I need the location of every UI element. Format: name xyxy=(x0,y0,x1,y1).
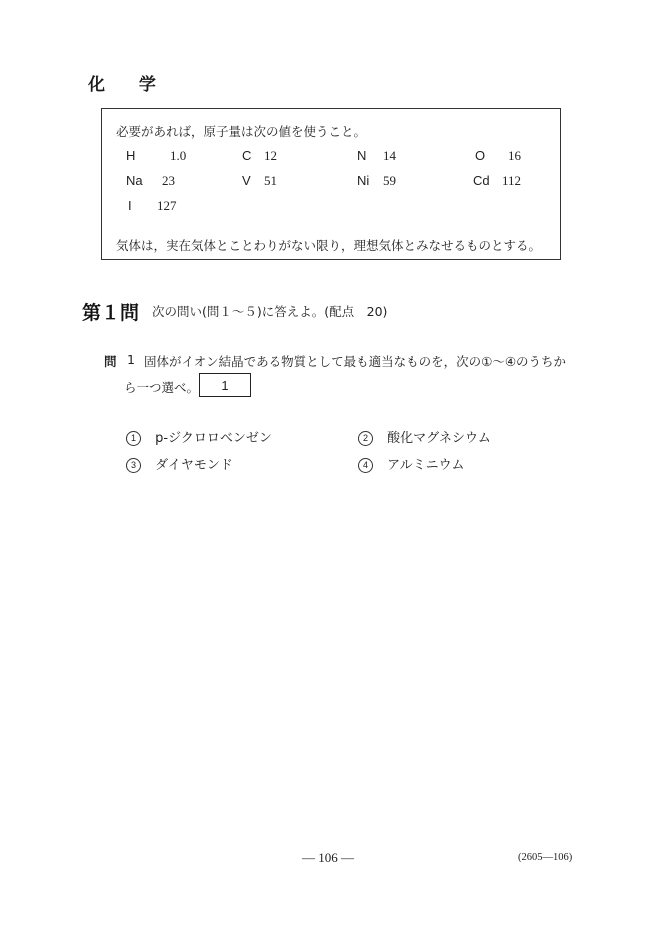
element-symbol: I xyxy=(128,198,132,213)
question-text-line1: 固体がイオン結晶である物質として最も適当なものを，次の①～④のうちか xyxy=(144,354,567,369)
option-text: 酸化マグネシウム xyxy=(387,431,491,446)
question-label: 問 xyxy=(104,354,117,369)
element-symbol: Na xyxy=(126,173,143,188)
element-mass: 59 xyxy=(383,173,396,188)
option-text: ダイヤモンド xyxy=(155,458,233,473)
element-symbol: O xyxy=(475,148,486,163)
element-symbol: Cd xyxy=(473,173,490,188)
option-2[interactable] xyxy=(358,427,491,446)
circled-number-icon: 2 xyxy=(358,431,373,446)
gas-assumption-note: 気体は，実在気体とことわりがない限り，理想気体とみなせるものとする。 xyxy=(116,238,542,253)
page-number: — 106 — xyxy=(302,850,354,865)
page-code: (2605—106) xyxy=(518,852,573,863)
section-description: 次の問い(問１～５)に答えよ。(配点 20) xyxy=(152,304,388,319)
subject-heading: 化 学 xyxy=(88,75,170,95)
element-mass: 51 xyxy=(264,173,277,188)
element-mass: 112 xyxy=(502,173,522,188)
atomic-mass-intro: 必要があれば，原子量は次の値を使うこと。 xyxy=(116,124,367,139)
section-title: 第１問 xyxy=(82,302,140,324)
option-1[interactable] xyxy=(126,427,272,446)
element-symbol: H xyxy=(126,148,136,163)
option-text: アルミニウム xyxy=(387,458,465,473)
element-mass: 16 xyxy=(508,148,521,163)
element-mass: 1.0 xyxy=(170,148,187,163)
element-mass: 12 xyxy=(264,148,277,163)
question-text-line2: ら一つ選べ。 xyxy=(124,380,200,395)
element-mass: 127 xyxy=(157,198,177,213)
question-number: 1 xyxy=(127,352,135,367)
circled-number-icon: 4 xyxy=(358,458,373,473)
answer-box[interactable]: 1 xyxy=(199,373,251,397)
circled-number-icon: 1 xyxy=(126,431,141,446)
element-symbol: V xyxy=(242,173,251,188)
element-symbol: C xyxy=(242,148,252,163)
circled-number-icon: 3 xyxy=(126,458,141,473)
element-mass: 23 xyxy=(162,173,175,188)
option-4[interactable] xyxy=(358,454,465,473)
element-symbol: N xyxy=(357,148,367,163)
option-3[interactable] xyxy=(126,454,233,473)
option-text: p-ジクロロベンゼン xyxy=(155,431,272,446)
element-symbol: Ni xyxy=(357,173,370,188)
element-mass: 14 xyxy=(383,148,396,163)
